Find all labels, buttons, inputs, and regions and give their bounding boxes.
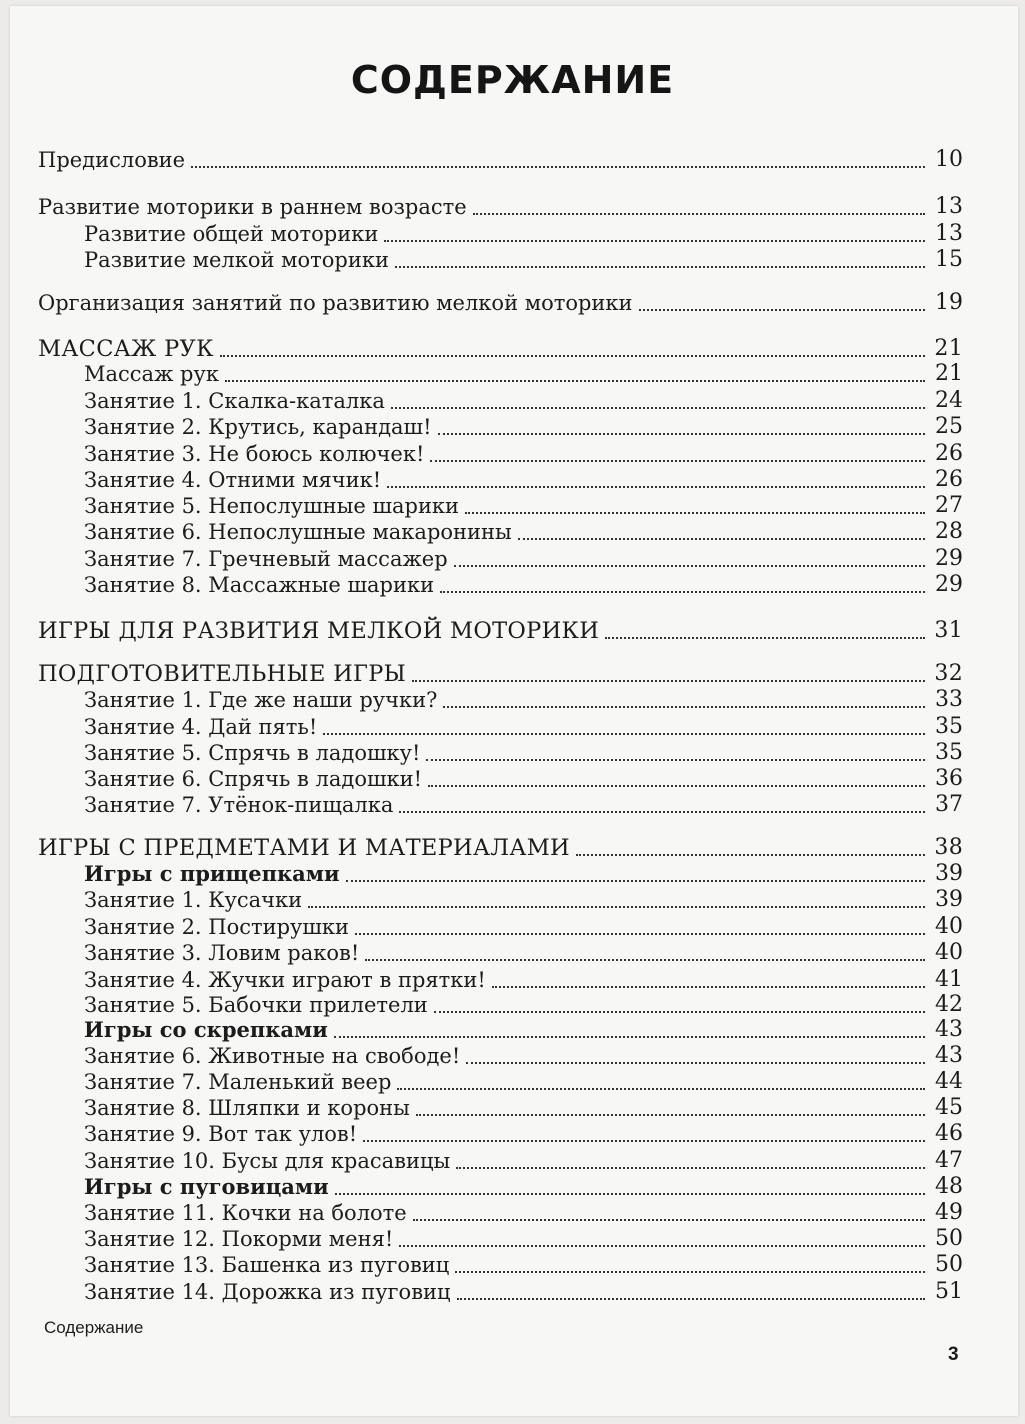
toc-entry [84, 1096, 963, 1120]
toc-entry-title: Занятие 7. Маленький веер [84, 1070, 392, 1094]
toc-subheading-entry [84, 1175, 963, 1199]
toc-entry-title: Занятие 1. Кусачки [84, 888, 303, 912]
dot-leader [191, 165, 925, 168]
toc-entry-title: Занятие 8. Массажные шарики [84, 573, 435, 597]
toc-entry [84, 715, 963, 739]
dot-leader [363, 1139, 925, 1142]
toc-entry-page: 38 [934, 835, 963, 860]
toc-entry-title: Игры со скрепками [84, 1017, 328, 1042]
toc-entry [84, 468, 963, 492]
dot-leader [323, 732, 925, 735]
dot-leader [473, 212, 925, 215]
toc-section-entry [38, 662, 963, 686]
toc-entry [84, 1280, 963, 1304]
dot-leader [225, 379, 925, 382]
toc-entry [84, 968, 963, 992]
dot-leader [455, 1270, 925, 1273]
toc-entry [84, 793, 963, 817]
dot-leader [391, 406, 925, 409]
dot-leader [434, 1010, 925, 1013]
toc-entry-title: Занятие 3. Ловим раков! [84, 941, 360, 965]
toc-entry-title: Занятие 6. Спрячь в ладошки! [84, 767, 423, 791]
toc-entry-page: 49 [935, 1200, 963, 1225]
toc-entry [84, 1227, 963, 1251]
toc-entry-page: 21 [935, 361, 963, 386]
toc-entry-page: 43 [935, 1017, 963, 1042]
toc-entry-page: 10 [935, 147, 963, 172]
toc-entry-title: Игры с прищепками [84, 861, 340, 886]
toc-entry [84, 494, 963, 518]
dot-leader [365, 958, 925, 961]
toc-entry-title: Развитие общей моторики [84, 222, 379, 246]
toc-entry [84, 1149, 963, 1173]
toc-entry-title: МАССАЖ РУК [38, 336, 214, 362]
dot-leader [220, 354, 925, 357]
toc-entry-page: 50 [935, 1252, 963, 1277]
toc-entry-page: 40 [935, 940, 963, 965]
toc-entry-page: 45 [935, 1095, 963, 1120]
toc-entry-page: 48 [935, 1174, 963, 1199]
toc-entry [84, 767, 963, 791]
toc-entry-page: 47 [935, 1148, 963, 1173]
dot-leader [399, 1244, 925, 1247]
running-footer-section: Содержание [44, 1318, 144, 1337]
dot-leader [426, 758, 925, 761]
page-title: СОДЕРЖАНИЕ [350, 58, 675, 102]
toc-entry-page: 26 [935, 441, 963, 466]
toc-entry [84, 573, 963, 597]
toc-entry-title: Занятие 4. Дай пять! [84, 715, 318, 739]
dot-leader [639, 308, 925, 311]
toc-entry-page: 26 [935, 467, 963, 492]
toc-entry-page: 44 [935, 1069, 963, 1094]
toc-entry-title: ПОДГОТОВИТЕЛЬНЫЕ ИГРЫ [38, 661, 407, 687]
toc-entry-title: Организация занятий по развитию мелкой моторики [38, 291, 633, 315]
toc-entry-title: Развитие мелкой моторики [84, 248, 389, 272]
toc-entry-page: 35 [935, 740, 963, 765]
dot-leader [456, 1166, 925, 1169]
toc-subheading-entry [84, 862, 963, 886]
dot-leader [454, 564, 925, 567]
dot-leader [443, 705, 925, 708]
toc-entry-title: Занятие 13. Башенка из пуговиц [84, 1253, 450, 1277]
toc-entry-title: ИГРЫ ДЛЯ РАЗВИТИЯ МЕЛКОЙ МОТОРИКИ [38, 618, 600, 644]
toc-entry [84, 1253, 963, 1277]
toc-entry [84, 248, 963, 272]
toc-entry-page: 40 [935, 914, 963, 939]
toc-entry-title: Предисловие [38, 148, 186, 172]
toc-entry [84, 520, 963, 544]
dot-leader [399, 810, 925, 813]
toc-entry-title: Занятие 2. Крутись, карандаш! [84, 415, 432, 439]
toc-entry-page: 43 [935, 1043, 963, 1068]
toc-entry-page: 46 [935, 1121, 963, 1146]
dot-leader [346, 879, 925, 882]
toc-entry-page: 15 [935, 247, 963, 272]
toc-entry-title: Занятие 1. Где же наши ручки? [84, 688, 438, 712]
toc-entry [84, 1070, 963, 1094]
dot-leader [438, 432, 925, 435]
dot-leader [430, 459, 925, 462]
toc-section-entry [38, 619, 963, 643]
toc-entry [84, 362, 963, 386]
toc-entry-page: 31 [934, 618, 963, 643]
toc-entry-page: 29 [935, 572, 963, 597]
toc-entry [84, 389, 963, 413]
toc-entry-title: Занятие 2. Постирушки [84, 915, 350, 939]
toc-entry-page: 35 [935, 714, 963, 739]
page-number: 3 [948, 1344, 959, 1365]
dot-leader [412, 679, 925, 682]
toc-entry [84, 222, 963, 246]
toc-entry-page: 39 [935, 887, 963, 912]
dot-leader [308, 905, 925, 908]
toc-entry-title: Занятие 11. Кочки на болоте [84, 1201, 407, 1225]
toc-entry-title: Занятие 8. Шляпки и короны [84, 1096, 410, 1120]
toc-entry-title: Занятие 1. Скалка-каталка [84, 389, 385, 413]
dot-leader [355, 932, 925, 935]
toc-entry [84, 1122, 963, 1146]
toc-entry-title: Занятие 3. Не боюсь колючек! [84, 442, 425, 466]
toc-entry-title: Занятие 6. Непослушные макаронины [84, 520, 512, 544]
toc-entry-title: Игры с пуговицами [84, 1174, 329, 1199]
toc-entry [38, 291, 963, 315]
toc-entry-page: 28 [935, 519, 963, 544]
toc-entry-page: 42 [935, 992, 963, 1017]
toc-entry [84, 442, 963, 466]
toc-entry [84, 1201, 963, 1225]
toc-entry-page: 51 [935, 1279, 963, 1304]
toc-entry-title: Занятие 12. Покорми меня! [84, 1227, 394, 1251]
toc-entry-page: 21 [934, 336, 963, 361]
toc-entry [84, 993, 963, 1017]
dot-leader [413, 1218, 925, 1221]
toc-entry [84, 1044, 963, 1068]
toc-entry [84, 547, 963, 571]
toc-entry-title: Занятие 5. Спрячь в ладошку! [84, 741, 421, 765]
toc-entry-page: 19 [935, 290, 963, 315]
dot-leader [576, 853, 925, 856]
toc-entry-page: 13 [935, 194, 963, 219]
toc-entry-page: 37 [935, 792, 963, 817]
toc-entry [84, 688, 963, 712]
toc-entry-title: Занятие 7. Гречневый массажер [84, 547, 448, 571]
toc-entry-title: Занятие 5. Бабочки прилетели [84, 993, 428, 1017]
toc-entry [38, 148, 963, 172]
toc-entry-title: Занятие 6. Животные на свободе! [84, 1044, 461, 1068]
toc-entry [84, 941, 963, 965]
dot-leader [334, 1035, 925, 1038]
dot-leader [465, 511, 925, 514]
toc-entry-title: Занятие 7. Утёнок-пищалка [84, 793, 394, 817]
dot-leader [384, 239, 925, 242]
toc-entry-page: 50 [935, 1226, 963, 1251]
toc-entry-page: 24 [935, 388, 963, 413]
toc-entry-page: 33 [935, 687, 963, 712]
toc-entry-title: Занятие 4. Отними мячик! [84, 468, 382, 492]
dot-leader [428, 784, 925, 787]
toc-entry-page: 39 [935, 861, 963, 886]
dot-leader [518, 537, 925, 540]
toc-entry-page: 27 [935, 493, 963, 518]
toc-section-entry [38, 337, 963, 361]
toc-entry-page: 25 [935, 414, 963, 439]
toc-entry [84, 415, 963, 439]
dot-leader [335, 1192, 925, 1195]
toc-entry-title: Занятие 4. Жучки играют в прятки! [84, 968, 486, 992]
dot-leader [457, 1297, 925, 1300]
toc-entry-title: Занятие 10. Бусы для красавицы [84, 1149, 451, 1173]
dot-leader [605, 636, 925, 639]
dot-leader [416, 1113, 925, 1116]
toc-entry-page: 13 [935, 221, 963, 246]
toc-section-entry [38, 836, 963, 860]
dot-leader [466, 1061, 925, 1064]
toc-entry-page: 41 [935, 967, 963, 992]
toc-entry-page: 29 [935, 546, 963, 571]
dot-leader [492, 985, 925, 988]
toc-entry-page: 32 [934, 661, 963, 686]
toc-entry-title: Развитие моторики в раннем возрасте [38, 195, 467, 219]
toc-entry [84, 888, 963, 912]
toc-entry [84, 915, 963, 939]
toc-entry [38, 195, 963, 219]
toc-entry-title: ИГРЫ С ПРЕДМЕТАМИ И МАТЕРИАЛАМИ [38, 835, 570, 861]
dot-leader [397, 1087, 925, 1090]
dot-leader [440, 590, 925, 593]
toc-entry-title: Занятие 9. Вот так улов! [84, 1122, 358, 1146]
toc-subheading-entry [84, 1018, 963, 1042]
dot-leader [395, 265, 925, 268]
toc-entry-page: 36 [935, 766, 963, 791]
toc-entry-title: Занятие 5. Непослушные шарики [84, 494, 460, 518]
toc-entry-title: Массаж рук [84, 362, 219, 386]
toc-entry [84, 741, 963, 765]
toc-entry-title: Занятие 14. Дорожка из пуговиц [84, 1280, 451, 1304]
dot-leader [387, 485, 925, 488]
